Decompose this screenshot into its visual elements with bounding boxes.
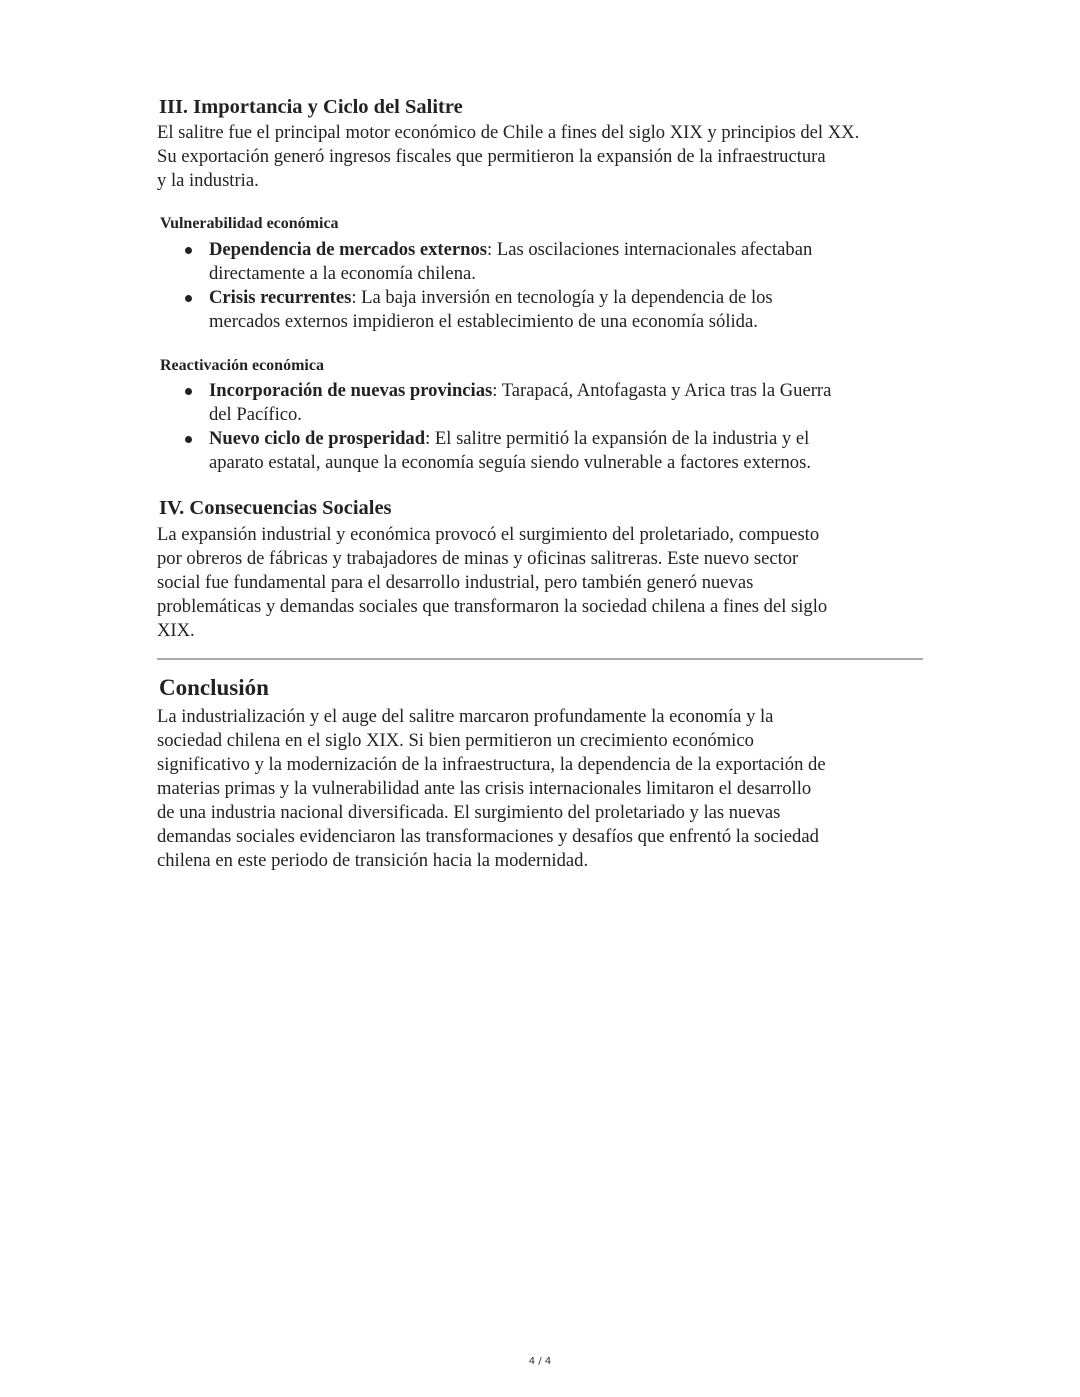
text-line: demandas sociales evidenciaron las transformaciones y desafíos que enfrentó la sociedad — [157, 826, 819, 847]
subheading-vulnerabilidad: Vulnerabilidad económica — [160, 215, 339, 232]
text-line: La industrialización y el auge del salitre marcaron profundamente la economía y la — [157, 706, 774, 727]
page-number: 4 / 4 — [528, 1356, 552, 1367]
bullet-icon — [185, 388, 192, 395]
text-line: social fue fundamental para el desarrollo industrial, pero también generó nuevas — [157, 572, 754, 593]
text-line: problemáticas y demandas sociales que transformaron la sociedad chilena a fines del siglo — [157, 596, 828, 617]
item-text: : Las oscilaciones internacionales afectaban — [487, 239, 813, 260]
horizontal-divider — [157, 658, 923, 660]
section-3-heading: III. Importancia y Ciclo del Salitre — [159, 96, 463, 118]
bullet-icon — [185, 247, 192, 254]
bullet-icon — [185, 295, 192, 302]
text-line: sociedad chilena en el siglo XIX. Si bien permitieron un crecimiento económico — [157, 730, 754, 751]
text-line: significativo y la modernización de la infraestructura, la dependencia de la exportación de — [157, 754, 826, 775]
text-line: materias primas y la vulnerabilidad ante las crisis internacionales limitaron el desarrollo — [157, 778, 812, 799]
item-text: : Tarapacá, Antofagasta y Arica tras la Guerra — [492, 380, 832, 401]
text-line: XIX. — [157, 620, 195, 641]
text-line: de una industria nacional diversificada. El surgimiento del proletariado y las nuevas — [157, 802, 781, 823]
item-text: del Pacífico. — [209, 404, 302, 425]
text-line: por obreros de fábricas y trabajadores de minas y oficinas salitreras. Este nuevo sector — [157, 548, 799, 569]
bullet-icon — [185, 436, 192, 443]
item-text: aparato estatal, aunque la economía seguía siendo vulnerable a factores externos. — [209, 452, 811, 473]
list-item — [157, 427, 937, 475]
section-4-paragraph — [157, 523, 937, 643]
item-text: : El salitre permitió la expansión de la industria y el — [425, 428, 810, 449]
item-text: : La baja inversión en tecnología y la dependencia de los — [351, 287, 773, 308]
text-line: La expansión industrial y económica provocó el surgimiento del proletariado, compuesto — [157, 524, 820, 545]
item-text: mercados externos impidieron el establecimiento de una economía sólida. — [209, 311, 758, 332]
reactivacion-list — [157, 379, 937, 475]
conclusion-heading: Conclusión — [159, 675, 269, 700]
list-item — [157, 286, 937, 334]
item-term: Dependencia de mercados externos — [209, 239, 488, 260]
text-line: El salitre fue el principal motor económico de Chile a fines del siglo XIX y principios del XX. — [157, 122, 860, 143]
vulnerabilidad-list — [157, 238, 937, 334]
item-term: Crisis recurrentes — [209, 287, 352, 308]
text-line: chilena en este periodo de transición hacia la modernidad. — [157, 850, 589, 871]
subheading-reactivacion: Reactivación económica — [160, 357, 324, 374]
item-text: directamente a la economía chilena. — [209, 263, 476, 284]
section-4-heading: IV. Consecuencias Sociales — [159, 497, 392, 519]
list-item — [157, 238, 937, 286]
item-term: Nuevo ciclo de prosperidad — [209, 428, 426, 449]
section-3-paragraph — [157, 121, 937, 193]
text-line: Su exportación generó ingresos fiscales que permitieron la expansión de la infraestructura — [157, 146, 826, 167]
item-term: Incorporación de nuevas provincias — [209, 380, 493, 401]
text-line: y la industria. — [157, 170, 259, 191]
conclusion-paragraph — [157, 705, 937, 873]
list-item — [157, 379, 937, 427]
